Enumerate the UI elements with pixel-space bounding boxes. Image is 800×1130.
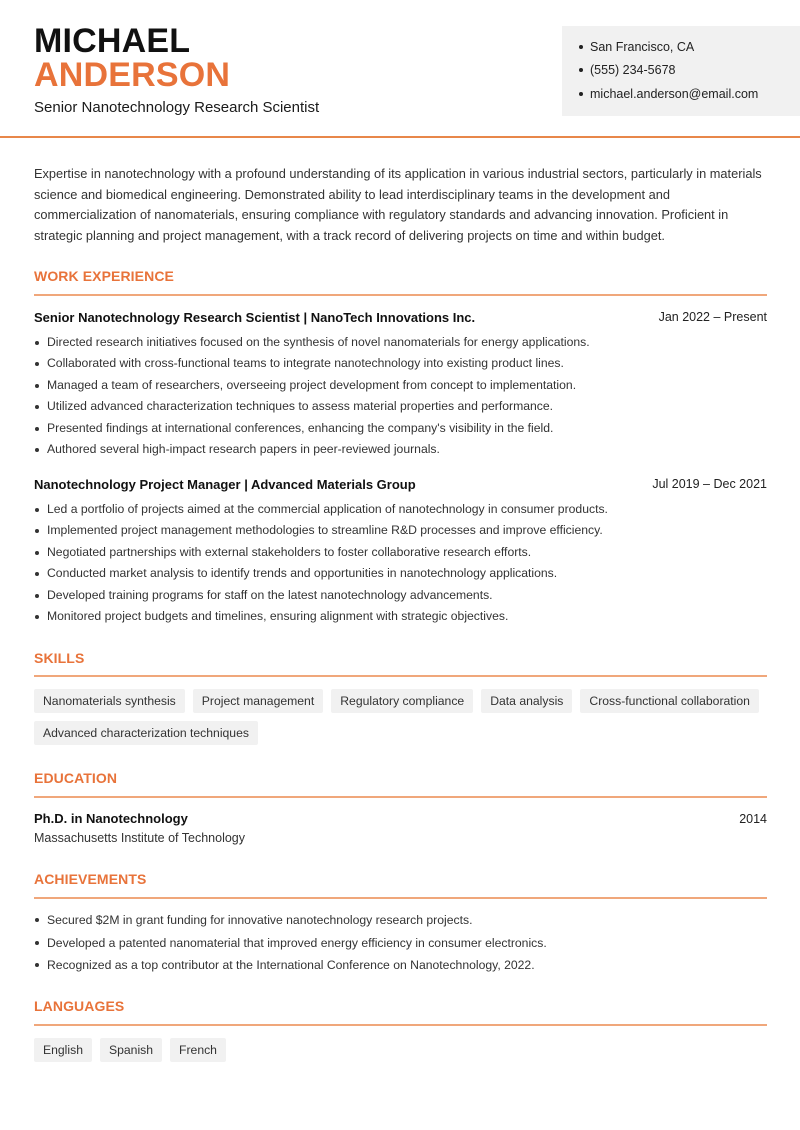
skill-chip: Project management (193, 689, 323, 713)
section-divider (34, 796, 767, 798)
list-item: Negotiated partnerships with external stakeholders to foster collaborative research efforts. (34, 542, 769, 563)
skill-chip: Advanced characterization techniques (34, 721, 258, 745)
location-text: San Francisco, CA (590, 40, 695, 54)
language-chip: Spanish (100, 1038, 162, 1062)
contact-panel (562, 26, 800, 116)
section-divider (34, 897, 767, 899)
list-item: Utilized advanced characterization techniques to assess material properties and performance. (34, 396, 769, 417)
phone-text: (555) 234-5678 (590, 63, 676, 77)
bullet-icon (579, 45, 583, 49)
list-item: Secured $2M in grant funding for innovative nanotechnology research projects. (34, 909, 769, 932)
job-bullets-1 (34, 332, 769, 460)
job-bullets-2 (34, 499, 769, 627)
contact-phone (579, 63, 675, 77)
list-item: Developed a patented nanomaterial that improved energy efficiency in consumer electronics. (34, 932, 769, 955)
list-item: Led a portfolio of projects aimed at the commercial application of nanotechnology in consumer products. (34, 499, 769, 520)
last-name: ANDERSON (34, 56, 231, 94)
section-divider (34, 1024, 767, 1026)
education-school: Massachusetts Institute of Technology (34, 831, 245, 845)
job-headline: Senior Nanotechnology Research Scientist (34, 99, 320, 116)
list-item: Developed training programs for staff on the latest nanotechnology advancements. (34, 585, 769, 606)
education-year: 2014 (739, 812, 767, 826)
bullet-icon (579, 68, 583, 72)
contact-email[interactable] (579, 87, 758, 101)
section-heading-languages: LANGUAGES (34, 998, 125, 1014)
first-name: MICHAEL (34, 22, 191, 60)
list-item: Collaborated with cross-functional teams to integrate nanotechnology into existing product lines. (34, 353, 769, 374)
section-heading-education: EDUCATION (34, 770, 118, 786)
professional-summary: Expertise in nanotechnology with a profound understanding of its application in various industrial sectors, particularly in materials science and biomedical engineering. Demonstrated ability to lead interdisciplinary teams in the development and commercialization of nanomaterials, ensuring compliance with regulatory standards and advancing innovation. Proficient in strategic planning and project management, with a track record of delivering projects on time and within budget. (34, 166, 762, 244)
section-heading-achievements: ACHIEVEMENTS (34, 871, 147, 887)
contact-location (579, 40, 694, 54)
job-dates-2: Jul 2019 – Dec 2021 (652, 477, 767, 491)
job-title-2: Nanotechnology Project Manager | Advanced Materials Group (34, 477, 416, 492)
skill-chip: Data analysis (481, 689, 572, 713)
list-item: Implemented project management methodologies to streamline R&D processes and improve efficiency. (34, 520, 769, 541)
job-dates-1: Jan 2022 – Present (658, 310, 767, 324)
section-heading-work: WORK EXPERIENCE (34, 268, 174, 284)
skill-chip: Cross-functional collaboration (580, 689, 759, 713)
section-divider (34, 294, 767, 296)
section-divider (34, 675, 767, 677)
job-title-1: Senior Nanotechnology Research Scientist | NanoTech Innovations Inc. (34, 310, 476, 325)
skill-chip: Nanomaterials synthesis (34, 689, 185, 713)
list-item: Directed research initiatives focused on the synthesis of novel nanomaterials for energy applications. (34, 332, 769, 353)
list-item: Recognized as a top contributor at the International Conference on Nanotechnology, 2022. (34, 954, 769, 977)
list-item: Monitored project budgets and timelines, ensuring alignment with strategic objectives. (34, 606, 769, 627)
languages-list (34, 1038, 774, 1062)
list-item: Authored several high-impact research papers in peer-reviewed journals. (34, 439, 769, 460)
education-degree: Ph.D. in Nanotechnology (34, 811, 188, 826)
list-item: Managed a team of researchers, overseeing project development from concept to implementation. (34, 375, 769, 396)
email-link[interactable]: michael.anderson@email.com (590, 87, 759, 101)
skills-list (34, 689, 774, 745)
skill-chip: Regulatory compliance (331, 689, 473, 713)
section-heading-skills: SKILLS (34, 650, 85, 666)
achievements-list (34, 909, 769, 977)
language-chip: French (170, 1038, 226, 1062)
bullet-icon (579, 92, 583, 96)
language-chip: English (34, 1038, 92, 1062)
list-item: Conducted market analysis to identify trends and opportunities in nanotechnology applications. (34, 563, 769, 584)
list-item: Presented findings at international conferences, enhancing the company's visibility in the field. (34, 418, 769, 439)
resume-header (0, 0, 800, 138)
